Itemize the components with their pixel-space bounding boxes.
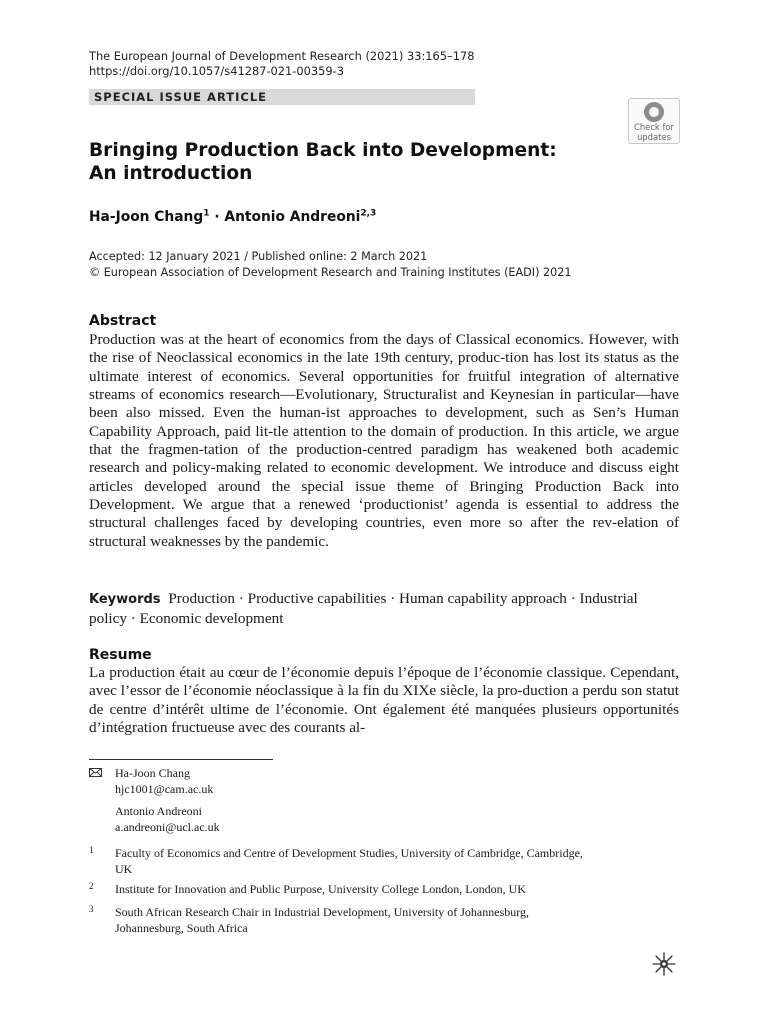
correspondent-email[interactable]: a.andreoni@ucl.ac.uk — [115, 819, 220, 834]
correspondent — [115, 804, 220, 835]
affiliation-number: 2 — [89, 881, 94, 891]
affiliation-number: 3 — [89, 904, 94, 914]
affiliation-text: Institute for Innovation and Public Purpose, University College London, London, UK — [115, 882, 526, 896]
abstract-heading: Abstract — [89, 313, 157, 329]
author-name[interactable]: Ha-Joon Chang — [89, 209, 204, 225]
correspondent-name: Antonio Andreoni — [115, 804, 202, 818]
copyright-line: © European Association of Development Research and Training Institutes (EADI) 2021 — [89, 266, 572, 279]
author-affiliation-ref: 2,3 — [360, 208, 377, 219]
footnote-divider — [89, 759, 273, 760]
keywords-list: Production · Productive capabilities · Human capability approach · Industrial policy · Economic development — [89, 590, 638, 627]
article-title — [89, 139, 557, 185]
author-name[interactable]: Antonio Andreoni — [224, 209, 361, 225]
publication-meta — [89, 249, 571, 281]
author-list — [89, 208, 376, 226]
publication-dates: Accepted: 12 January 2021 / Published online: 2 March 2021 — [89, 250, 428, 263]
journal-citation — [89, 49, 474, 79]
check-label-1: Check for — [634, 122, 674, 132]
title-line-2: An introduction — [89, 163, 253, 184]
keywords-label: Keywords — [89, 592, 161, 607]
author-separator: · — [209, 209, 225, 225]
abstract-text: Production was at the heart of economics from the days of Classical economics. However, with the rise of Neoclassical economics in the late 19th century, produc-tion has lost its status as the ultimate interest of economics. Several opportunities for fruitful integration of alternative streams of economics research—Evolutionary, Structuralist and Keynesian in particular—have been also missed. Even the human-ist approaches to development, such as Sen’s Human Capability Approach, paid lit-tle attention to the domain of production. In this article, we argue that the fragmen-tation of the production-centred paradigm has weakened both academic research and policy-making related to economic development. We introduce and discuss eight articles developed around the special issue theme of Bringing Production Back into Development. We argue that a renewed ‘productionist’ agenda is essential to address the structural challenges faced by developing countries, even more so after the rev-elation of structural weaknesses by the pandemic. — [89, 331, 679, 550]
correspondent-name: Ha-Joon Chang — [115, 766, 190, 780]
keywords — [89, 589, 679, 628]
check-for-updates-icon — [644, 102, 664, 122]
check-label-2: updates — [637, 132, 671, 142]
springer-horse-icon — [650, 950, 678, 978]
affiliation-text: South African Research Chair in Industrial Development, University of Johannesburg, Johannesburg, South Africa — [115, 905, 530, 935]
article-type-label: SPECIAL ISSUE ARTICLE — [94, 90, 268, 104]
resume-heading: Resume — [89, 647, 152, 663]
affiliation-text: Faculty of Economics and Centre of Development Studies, University of Cambridge, Cambridge, UK — [115, 846, 583, 876]
correspondent — [115, 766, 220, 797]
resume-text: La production était au cœur de l’économie depuis l’époque de l’économie classique. Cependant, avec l’essor de l’économie néoclassique à la fin du XIXe siècle, la pro-duction a perdu son statut de centre d’intérêt ultime de l’économie. Ont également été manquées plusieurs opportunités d’intégration fructueuse avec des courants al- — [89, 664, 679, 737]
affiliation-number: 1 — [89, 845, 94, 855]
check-for-updates-badge[interactable] — [628, 98, 680, 144]
doi-link[interactable]: https://doi.org/10.1057/s41287-021-00359-3 — [89, 64, 344, 78]
correspondent-email[interactable]: hjc1001@cam.ac.uk — [115, 781, 214, 796]
envelope-icon — [89, 768, 102, 777]
author-affiliation-ref: 1 — [203, 208, 210, 219]
title-line-1: Bringing Production Back into Development: — [89, 140, 557, 161]
journal-line: The European Journal of Development Research (2021) 33:165–178 — [89, 49, 475, 63]
